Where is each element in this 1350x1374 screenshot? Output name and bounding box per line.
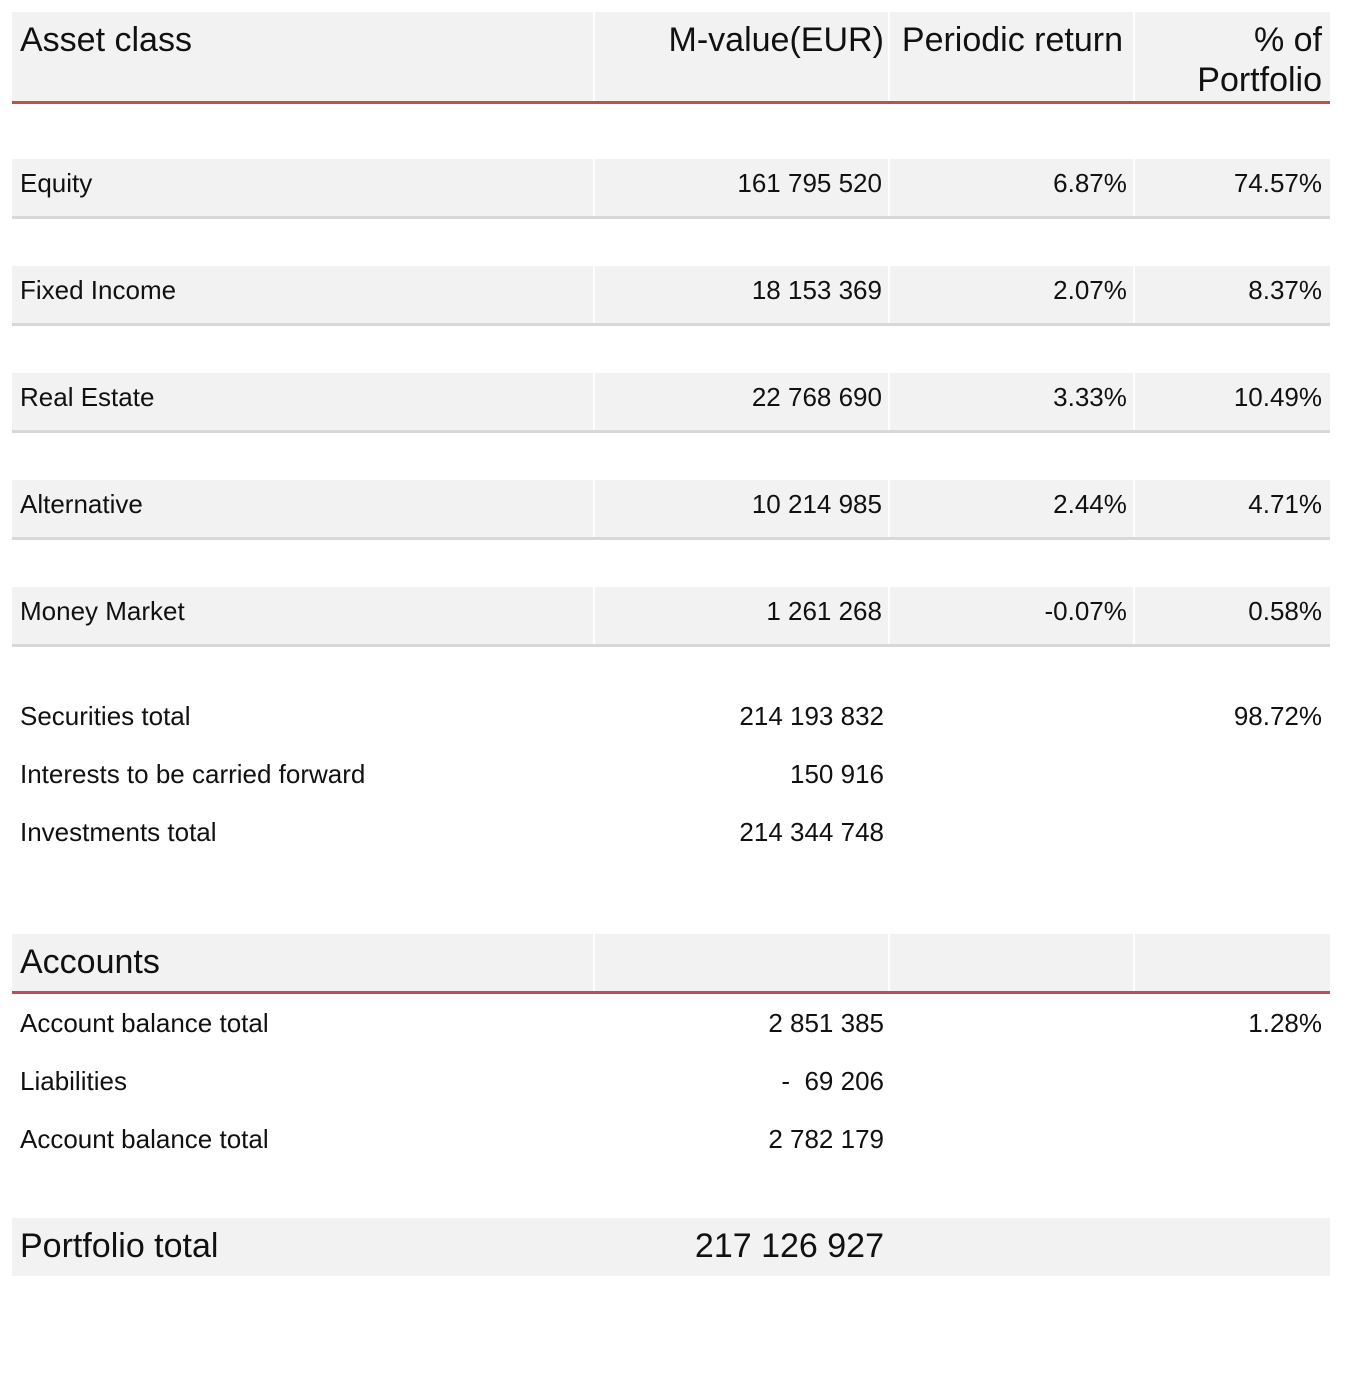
asset-name: Real Estate [12, 373, 593, 430]
asset-return: 3.33% [890, 373, 1133, 430]
portfolio-total-value: 217 126 927 [596, 1218, 890, 1276]
asset-return: 2.07% [890, 266, 1133, 323]
account-balance-pct: 1.28% [1248, 1008, 1322, 1038]
asset-value: 1 261 268 [595, 587, 888, 644]
asset-name: Equity [12, 159, 593, 216]
asset-pct: 8.37% [1135, 266, 1330, 323]
interests-value: 150 916 [790, 759, 884, 789]
asset-pct: 4.71% [1135, 480, 1330, 537]
account-balance-net-label: Account balance total [20, 1124, 269, 1154]
asset-value: 18 153 369 [595, 266, 888, 323]
asset-name: Money Market [12, 587, 593, 644]
portfolio-table [12, 12, 1330, 1276]
interests-row [12, 745, 1330, 803]
asset-value: 161 795 520 [595, 159, 888, 216]
account-balance-row [12, 994, 1330, 1052]
asset-value: 10 214 985 [595, 480, 888, 537]
asset-pct: 0.58% [1135, 587, 1330, 644]
header-asset-class: Asset class [12, 12, 593, 101]
table-header [12, 12, 1330, 104]
account-balance-value: 2 851 385 [768, 1008, 884, 1038]
securities-total-value: 214 193 832 [739, 701, 884, 731]
accounts-title: Accounts [12, 934, 593, 991]
securities-total-pct: 98.72% [1233, 701, 1322, 731]
table-row [12, 587, 1330, 647]
portfolio-total-row [12, 1218, 1330, 1276]
liabilities-label: Liabilities [20, 1066, 127, 1096]
asset-return: 6.87% [890, 159, 1133, 216]
table-row [12, 266, 1330, 326]
investments-total-value: 214 344 748 [739, 817, 884, 847]
account-balance-label: Account balance total [20, 1008, 269, 1038]
asset-pct: 10.49% [1135, 373, 1330, 430]
interests-label: Interests to be carried forward [20, 759, 366, 789]
table-row [12, 480, 1330, 540]
account-balance-net-value: 2 782 179 [768, 1124, 884, 1154]
header-m-value: M-value(EUR) [595, 12, 888, 101]
securities-total-label: Securities total [20, 701, 191, 731]
portfolio-total-label: Portfolio total [12, 1218, 596, 1276]
investments-total-row [12, 803, 1330, 861]
asset-value: 22 768 690 [595, 373, 888, 430]
asset-pct: 74.57% [1135, 159, 1330, 216]
investments-total-label: Investments total [20, 817, 217, 847]
account-balance-net-row [12, 1110, 1330, 1168]
asset-name: Fixed Income [12, 266, 593, 323]
securities-total-row [12, 687, 1330, 745]
asset-return: 2.44% [890, 480, 1133, 537]
table-row [12, 373, 1330, 433]
table-row [12, 159, 1330, 219]
asset-return: -0.07% [890, 587, 1133, 644]
header-pct-portfolio: % of Portfolio [1135, 12, 1330, 101]
header-periodic-return: Periodic return [890, 12, 1133, 101]
liabilities-value: - 69 206 [781, 1066, 884, 1096]
liabilities-row [12, 1052, 1330, 1110]
accounts-header [12, 934, 1330, 994]
asset-name: Alternative [12, 480, 593, 537]
